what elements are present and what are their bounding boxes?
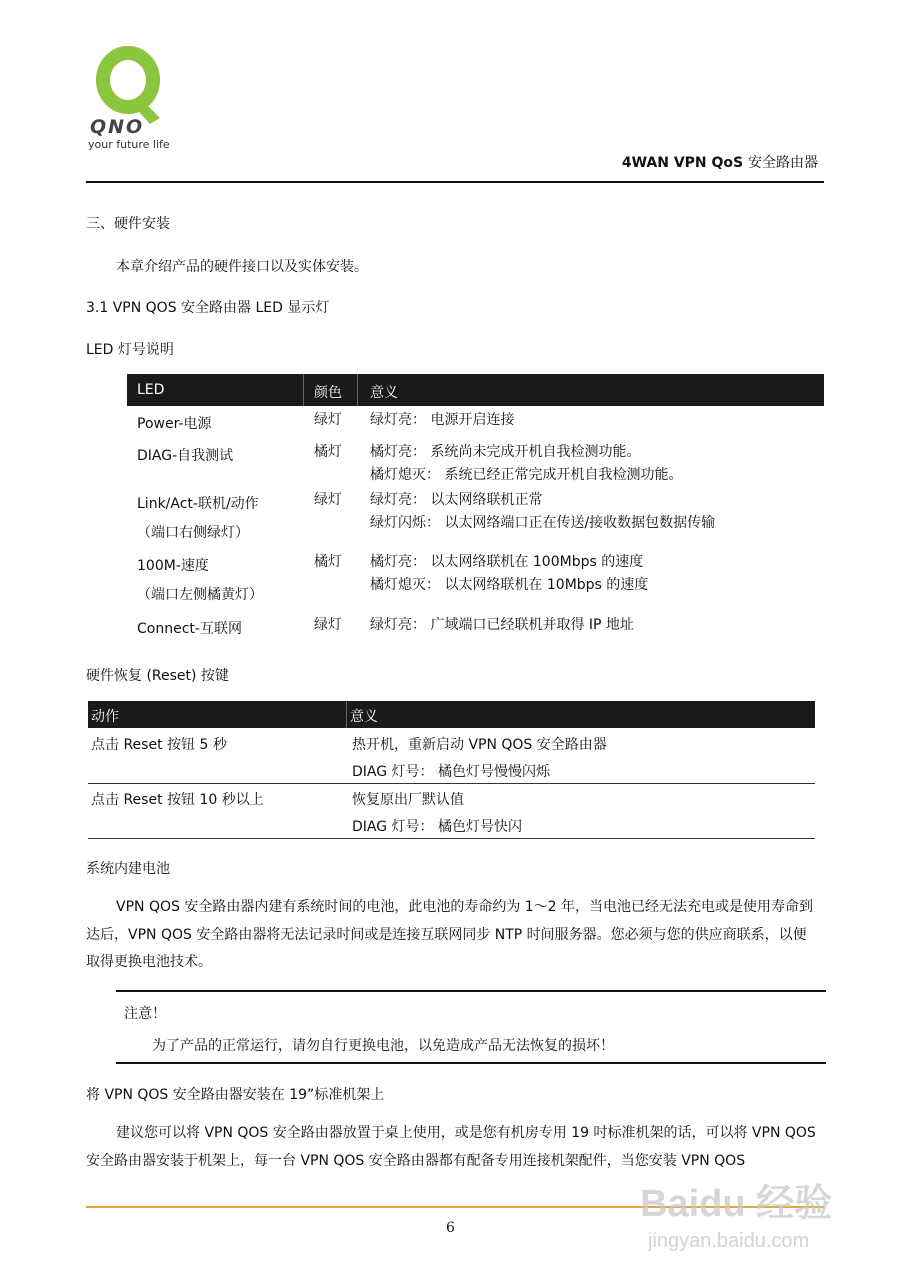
reset-caption: 硬件恢复 (Reset) 按键	[86, 668, 229, 684]
led-row-connect-color: 绿灯	[314, 617, 342, 633]
reset-row-1-meaning-2: DIAG 灯号： 橘色灯号慢慢闪烁	[352, 764, 550, 780]
reset-row-1-meaning-1: 热开机，重新启动 VPN QOS 安全路由器	[352, 737, 607, 753]
reset-row-2-meaning-1: 恢复原出厂默认值	[352, 792, 464, 808]
battery-paragraph: VPN QOS 安全路由器内建有系统时间的电池，此电池的寿命约为 1～2 年，当电池已经无法充电或是使用寿命到达后，VPN QOS 安全路由器将无法记录时间或是连接互联网同步 NTP 时间服务器。您必须与您的供应商联系，以便取得更换电池技术。	[86, 899, 814, 970]
led-row-link-name: Link/Act-联机/动作	[137, 496, 259, 512]
led-row-diag-name: DIAG-自我测试	[137, 448, 234, 464]
led-row-link-note: （端口右侧绿灯）	[137, 525, 249, 541]
led-header-led: LED	[137, 382, 165, 398]
rack-paragraph: 建议您可以将 VPN QOS 安全路由器放置于桌上使用，或是您有机房专用 19 吋标准机架的话，可以将 VPN QOS 安全路由器安装于机架上，每一台 VPN QOS 安全路由器都有配备专用连接机架配件，当您安装 VPN QOS	[86, 1125, 816, 1169]
reset-table-header	[88, 701, 815, 728]
rack-heading: 将 VPN QOS 安全路由器安装在 19”标准机架上	[86, 1087, 385, 1103]
led-row-connect-meaning: 绿灯亮： 广域端口已经联机并取得 IP 地址	[370, 617, 634, 633]
reset-row-2-action: 点击 Reset 按钮 10 秒以上	[91, 792, 264, 808]
doc-title-latin: 4WAN VPN QoS	[621, 155, 744, 171]
reset-row-1-action: 点击 Reset 按钮 5 秒	[91, 737, 227, 753]
doc-title-cjk: 安全路由器	[748, 155, 818, 171]
led-header-color: 颜色	[314, 385, 342, 401]
watermark-url: jingyan.baidu.com	[648, 1230, 810, 1252]
led-row-100m-name: 100M-速度	[137, 558, 209, 574]
led-row-power-name: Power-电源	[137, 416, 212, 432]
led-row-power-meaning: 绿灯亮： 电源开启连接	[370, 412, 515, 428]
logo-wordmark: QNO	[90, 116, 145, 138]
note-bottom-rule	[116, 1062, 826, 1064]
led-row-connect-name: Connect-互联网	[137, 621, 242, 637]
subsection-heading: 3.1 VPN QOS 安全路由器 LED 显示灯	[86, 300, 330, 316]
led-row-link-meaning-1: 绿灯亮： 以太网络联机正常	[370, 492, 543, 508]
led-row-100m-color: 橘灯	[314, 554, 342, 570]
note-top-rule	[116, 990, 826, 992]
led-row-power-color: 绿灯	[314, 412, 342, 428]
section-heading: 三、硬件安装	[86, 216, 170, 232]
section-intro: 本章介绍产品的硬件接口以及实体安装。	[116, 259, 368, 275]
baidu-watermark	[640, 1160, 870, 1270]
logo-tagline: your future life	[88, 138, 170, 151]
document-title	[622, 152, 818, 172]
led-caption: LED 灯号说明	[86, 342, 174, 358]
reset-header-meaning: 意义	[350, 709, 378, 725]
led-row-diag-color: 橘灯	[314, 444, 342, 460]
led-row-100m-meaning-1: 橘灯亮： 以太网络联机在 100Mbps 的速度	[370, 554, 644, 570]
note-title: 注意！	[124, 1006, 166, 1022]
led-table	[127, 374, 824, 637]
page-number: 6	[446, 1220, 455, 1236]
led-table-header	[127, 374, 824, 406]
led-header-meaning: 意义	[370, 385, 398, 401]
led-row-100m-note: （端口左侧橘黄灯）	[137, 587, 263, 603]
reset-table	[88, 701, 815, 835]
led-row-diag-meaning-2: 橘灯熄灭： 系统已经正常完成开机自我检测功能。	[370, 467, 683, 483]
reset-table-bottom-rule	[88, 838, 815, 839]
header-rule	[86, 181, 824, 183]
led-row-100m-meaning-2: 橘灯熄灭： 以太网络联机在 10Mbps 的速度	[370, 577, 649, 593]
watermark-brand: Baidu 经验	[640, 1183, 833, 1225]
battery-heading: 系统内建电池	[86, 861, 170, 877]
reset-header-action: 动作	[91, 709, 119, 725]
reset-row-2-meaning-2: DIAG 灯号： 橘色灯号快闪	[352, 819, 522, 835]
led-row-diag-meaning-1: 橘灯亮： 系统尚未完成开机自我检测功能。	[370, 444, 641, 460]
led-row-link-color: 绿灯	[314, 492, 342, 508]
note-text: 为了产品的正常运行，请勿自行更换电池，以免造成产品无法恢复的损坏！	[152, 1038, 614, 1054]
reset-row-divider	[88, 783, 815, 784]
led-row-link-meaning-2: 绿灯闪烁： 以太网络端口正在传送/接收数据包数据传输	[370, 515, 716, 531]
